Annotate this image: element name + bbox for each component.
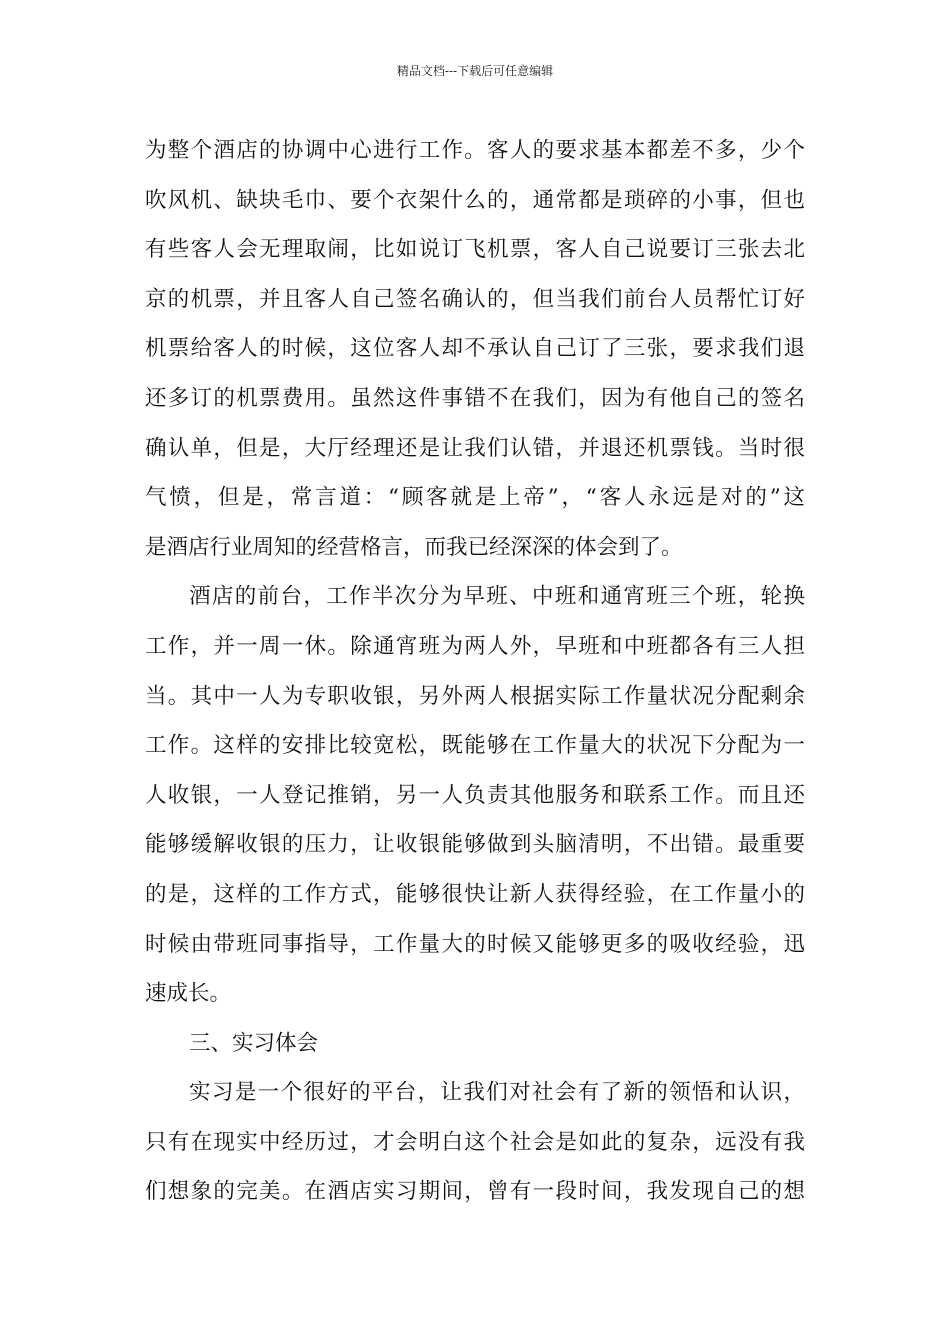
text-line: 机票给客人的时候，这位客人却不承认自己订了三张，要求我们退 [145,336,805,362]
text-line: 能够缓解收银的压力，让收银能够做到头脑清明，不出错。最重要 [145,832,805,858]
page-header: 精品文档---下载后可任意编辑 [396,64,554,78]
text-line: 吹风机、缺块毛巾、要个衣架什么的，通常都是琐碎的小事，但也 [145,187,805,213]
text-line: 人收银，一人登记推销，另一人负责其他服务和联系工作。而且还 [145,782,805,808]
text-line: 们想象的完美。在酒店实习期间，曾有一段时间，我发现自己的想 [145,1179,805,1205]
text-line: 京的机票，并且客人自己签名确认的，但当我们前台人员帮忙订好 [145,286,805,312]
text-line: 速成长。 [145,981,232,1007]
text-line: 酒店的前台，工作半次分为早班、中班和通宵班三个班，轮换 [189,584,805,610]
document-body [145,126,805,1217]
text-line: 三、实习体会 [189,1030,319,1056]
text-line: 确认单，但是，大厅经理还是让我们认错，并退还机票钱。当时很 [145,435,805,461]
text-line: 为整个酒店的协调中心进行工作。客人的要求基本都差不多，少个 [145,138,805,163]
text-line: 还多订的机票费用。虽然这件事错不在我们，因为有他自己的签名 [145,385,805,411]
text-line: 气愤，但是，常言道：“顾客就是上帝”，“客人永远是对的”这 [145,485,805,511]
text-line: 实习是一个很好的平台，让我们对社会有了新的领悟和认识， [189,1080,805,1106]
text-line: 的是，这样的工作方式，能够很快让新人获得经验，在工作量小的 [145,881,805,907]
text-line: 时候由带班同事指导，工作量大的时候又能够更多的吸收经验，迅 [145,931,805,957]
text-line: 有些客人会无理取闹，比如说订飞机票，客人自己说要订三张去北 [145,237,805,263]
text-line: 是酒店行业周知的经营格言，而我已经深深的体会到了。 [145,534,683,560]
text-line: 工作。这样的安排比较宽松，既能够在工作量大的状况下分配为一 [145,733,805,759]
text-line: 只有在现实中经历过，才会明白这个社会是如此的复杂，远没有我 [145,1129,805,1155]
text-line: 当。其中一人为专职收银，另外两人根据实际工作量状况分配剩余 [145,683,805,709]
text-line: 工作，并一周一休。除通宵班为两人外，早班和中班都各有三人担 [145,633,805,659]
